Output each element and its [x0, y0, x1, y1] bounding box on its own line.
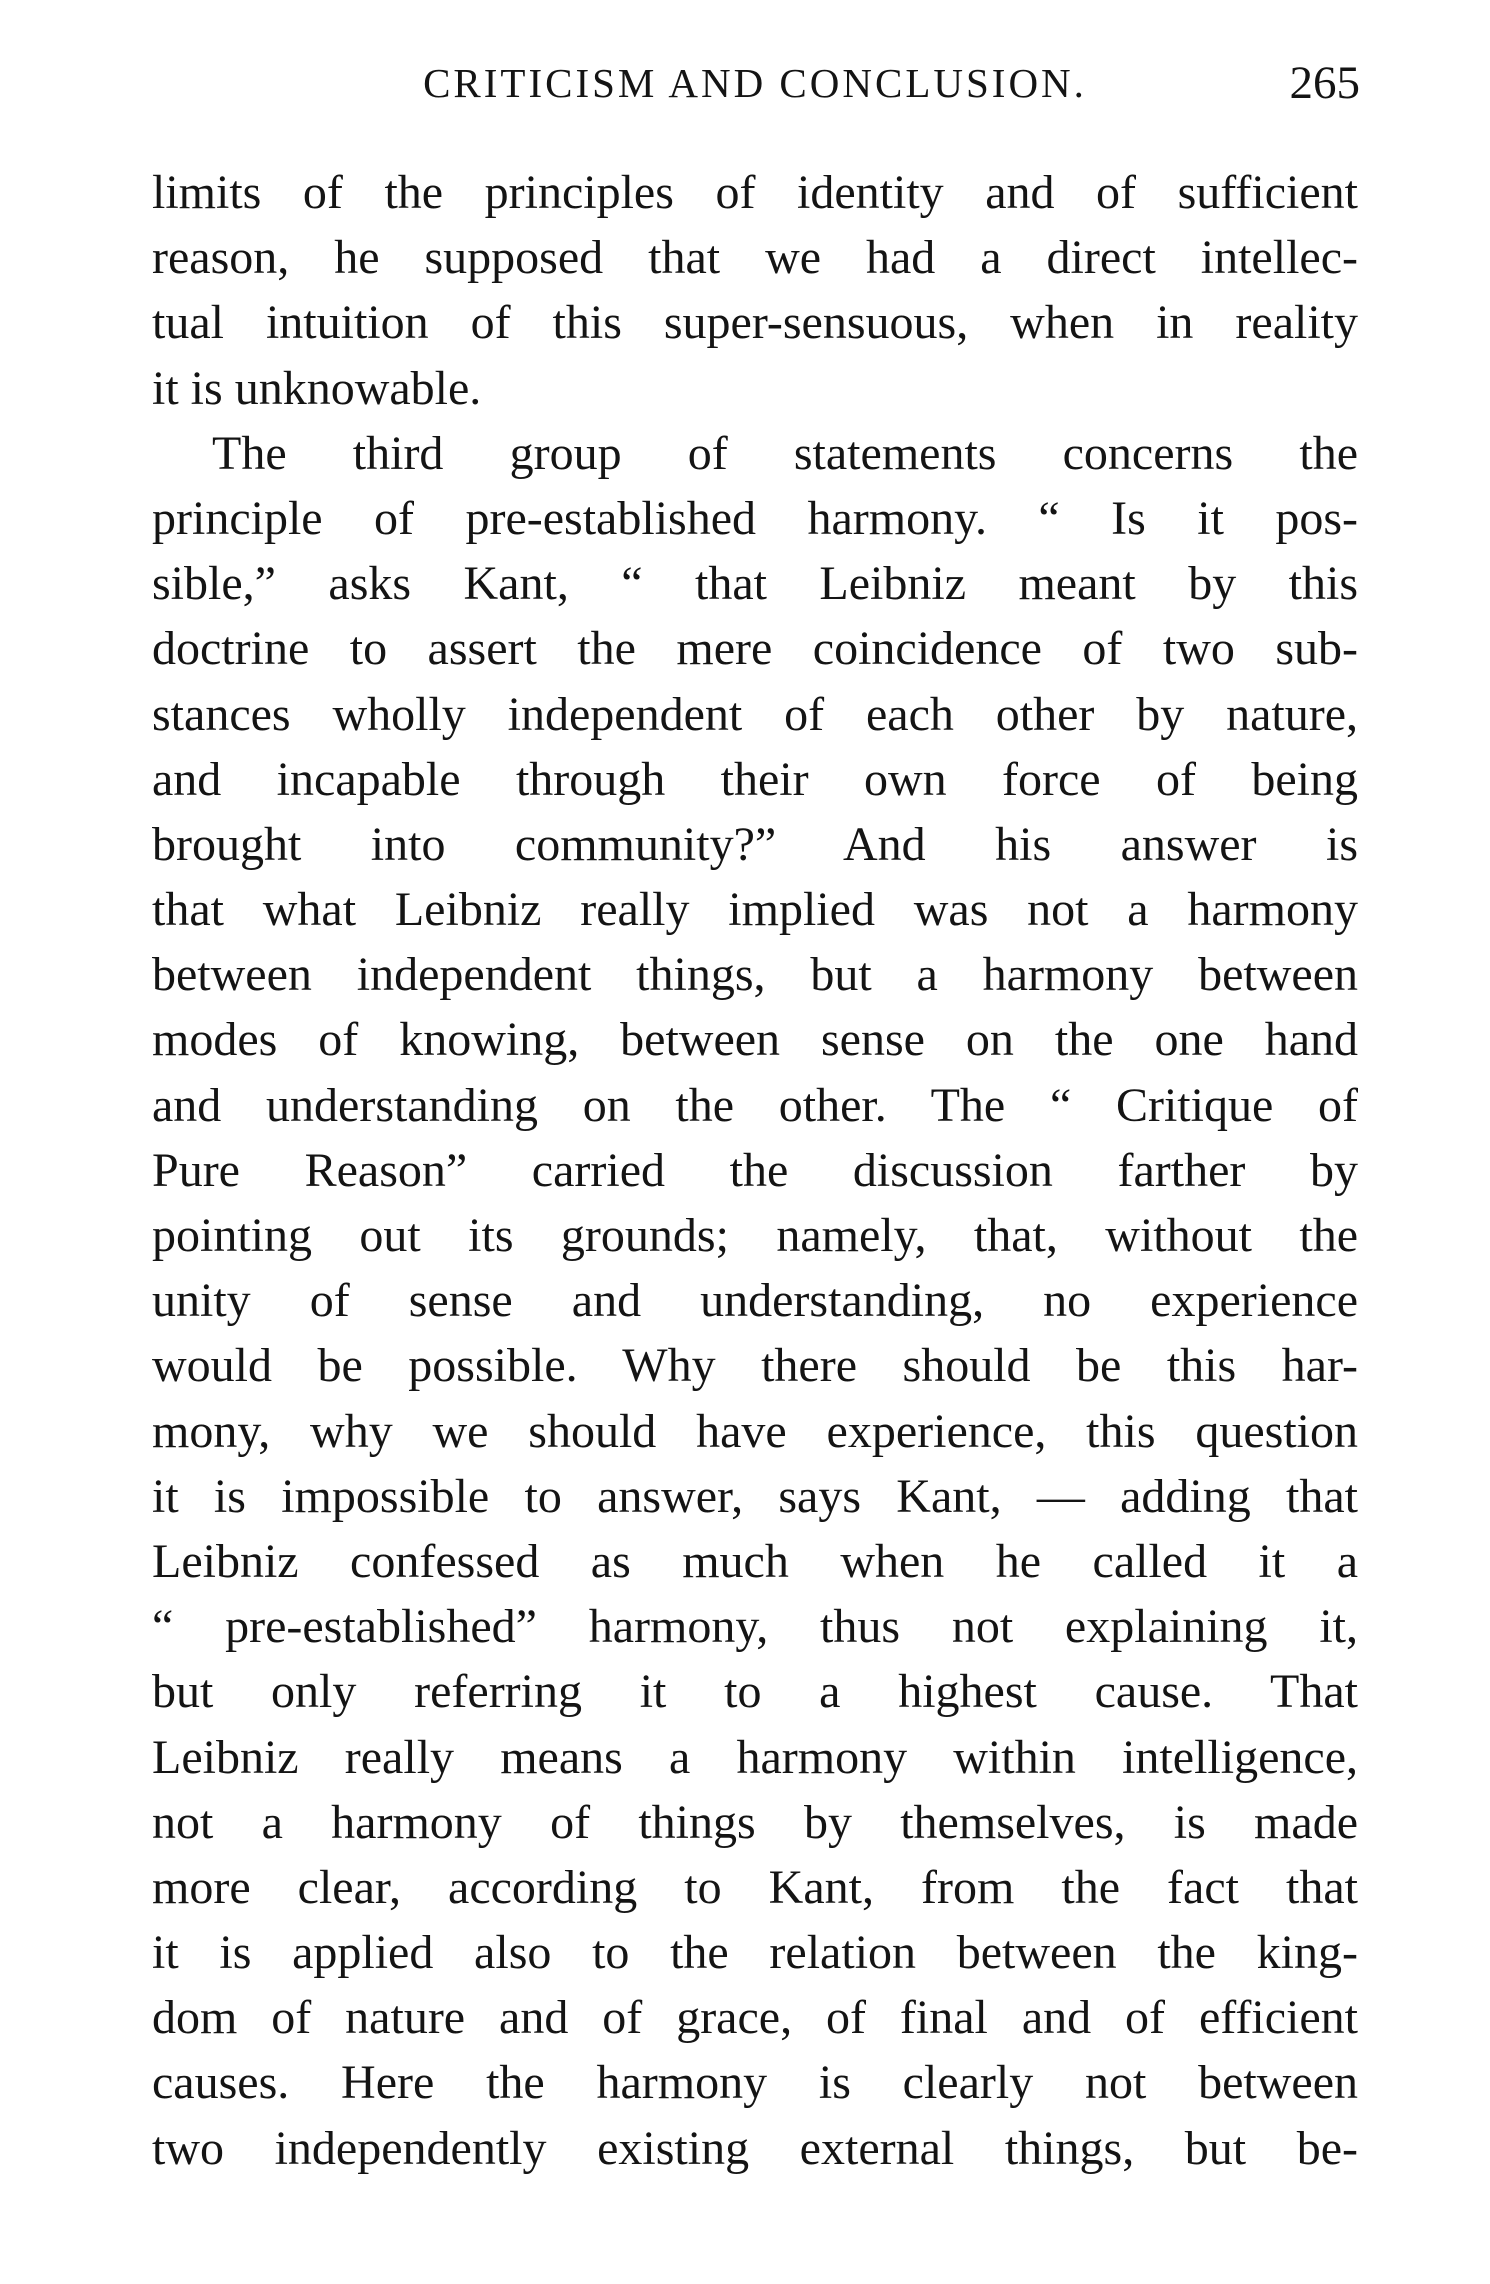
text-line: that what Leibniz really implied was not a harmony	[152, 883, 1358, 937]
text-line: would be possible. Why there should be this har-	[152, 1339, 1358, 1393]
paragraph-start-line: The third group of statements concerns the	[212, 426, 1358, 480]
text-line: stances wholly independent of each other by nature,	[152, 687, 1358, 741]
text-line: causes. Here the harmony is clearly not between	[152, 2056, 1358, 2110]
text-line: and understanding on the other. The “ Critique of	[152, 1078, 1358, 1132]
text-line: it is applied also to the relation between the king-	[152, 1926, 1358, 1980]
paragraph-end-line: it is unknowable.	[152, 361, 482, 415]
text-line: modes of knowing, between sense on the one hand	[152, 1013, 1358, 1067]
text-line: dom of nature and of grace, of final and of efficient	[152, 1991, 1358, 2045]
text-line: pointing out its grounds; namely, that, without the	[152, 1209, 1358, 1262]
text-line: and incapable through their own force of being	[152, 752, 1358, 806]
text-line: reason, he supposed that we had a direct intellec-	[152, 231, 1358, 285]
running-title: CRITICISM AND CONCLUSION.	[423, 60, 1087, 106]
page-number: 265	[1289, 57, 1360, 109]
text-line: tual intuition of this super-sensuous, when in reality	[152, 296, 1358, 350]
text-line: “ pre-established” harmony, thus not explaining it,	[152, 1600, 1358, 1654]
text-line: limits of the principles of identity and of sufficient	[152, 166, 1358, 219]
body-text	[152, 160, 1358, 2181]
text-line: more clear, according to Kant, from the fact that	[152, 1860, 1358, 1914]
text-line: Leibniz really means a harmony within intelligence,	[152, 1730, 1358, 1784]
text-line: Leibniz confessed as much when he called it a	[152, 1534, 1358, 1588]
text-line: doctrine to assert the mere coincidence of two sub-	[152, 622, 1358, 676]
text-line: mony, why we should have experience, this question	[152, 1404, 1358, 1458]
text-line: brought into community?” And his answer is	[152, 817, 1358, 871]
text-line: two independently existing external things, but be-	[152, 2121, 1358, 2175]
running-head	[150, 48, 1360, 118]
text-line: principle of pre-established harmony. “ Is it pos-	[152, 491, 1358, 545]
text-line: sible,” asks Kant, “ that Leibniz meant by this	[152, 557, 1358, 611]
text-line: not a harmony of things by themselves, is made	[152, 1795, 1358, 1849]
text-line: but only referring it to a highest cause. That	[152, 1665, 1358, 1719]
text-line: it is impossible to answer, says Kant, — adding that	[152, 1469, 1358, 1523]
text-line: Pure Reason” carried the discussion farther by	[152, 1143, 1358, 1197]
text-line: between independent things, but a harmony between	[152, 948, 1358, 1002]
text-line: unity of sense and understanding, no experience	[152, 1274, 1358, 1328]
